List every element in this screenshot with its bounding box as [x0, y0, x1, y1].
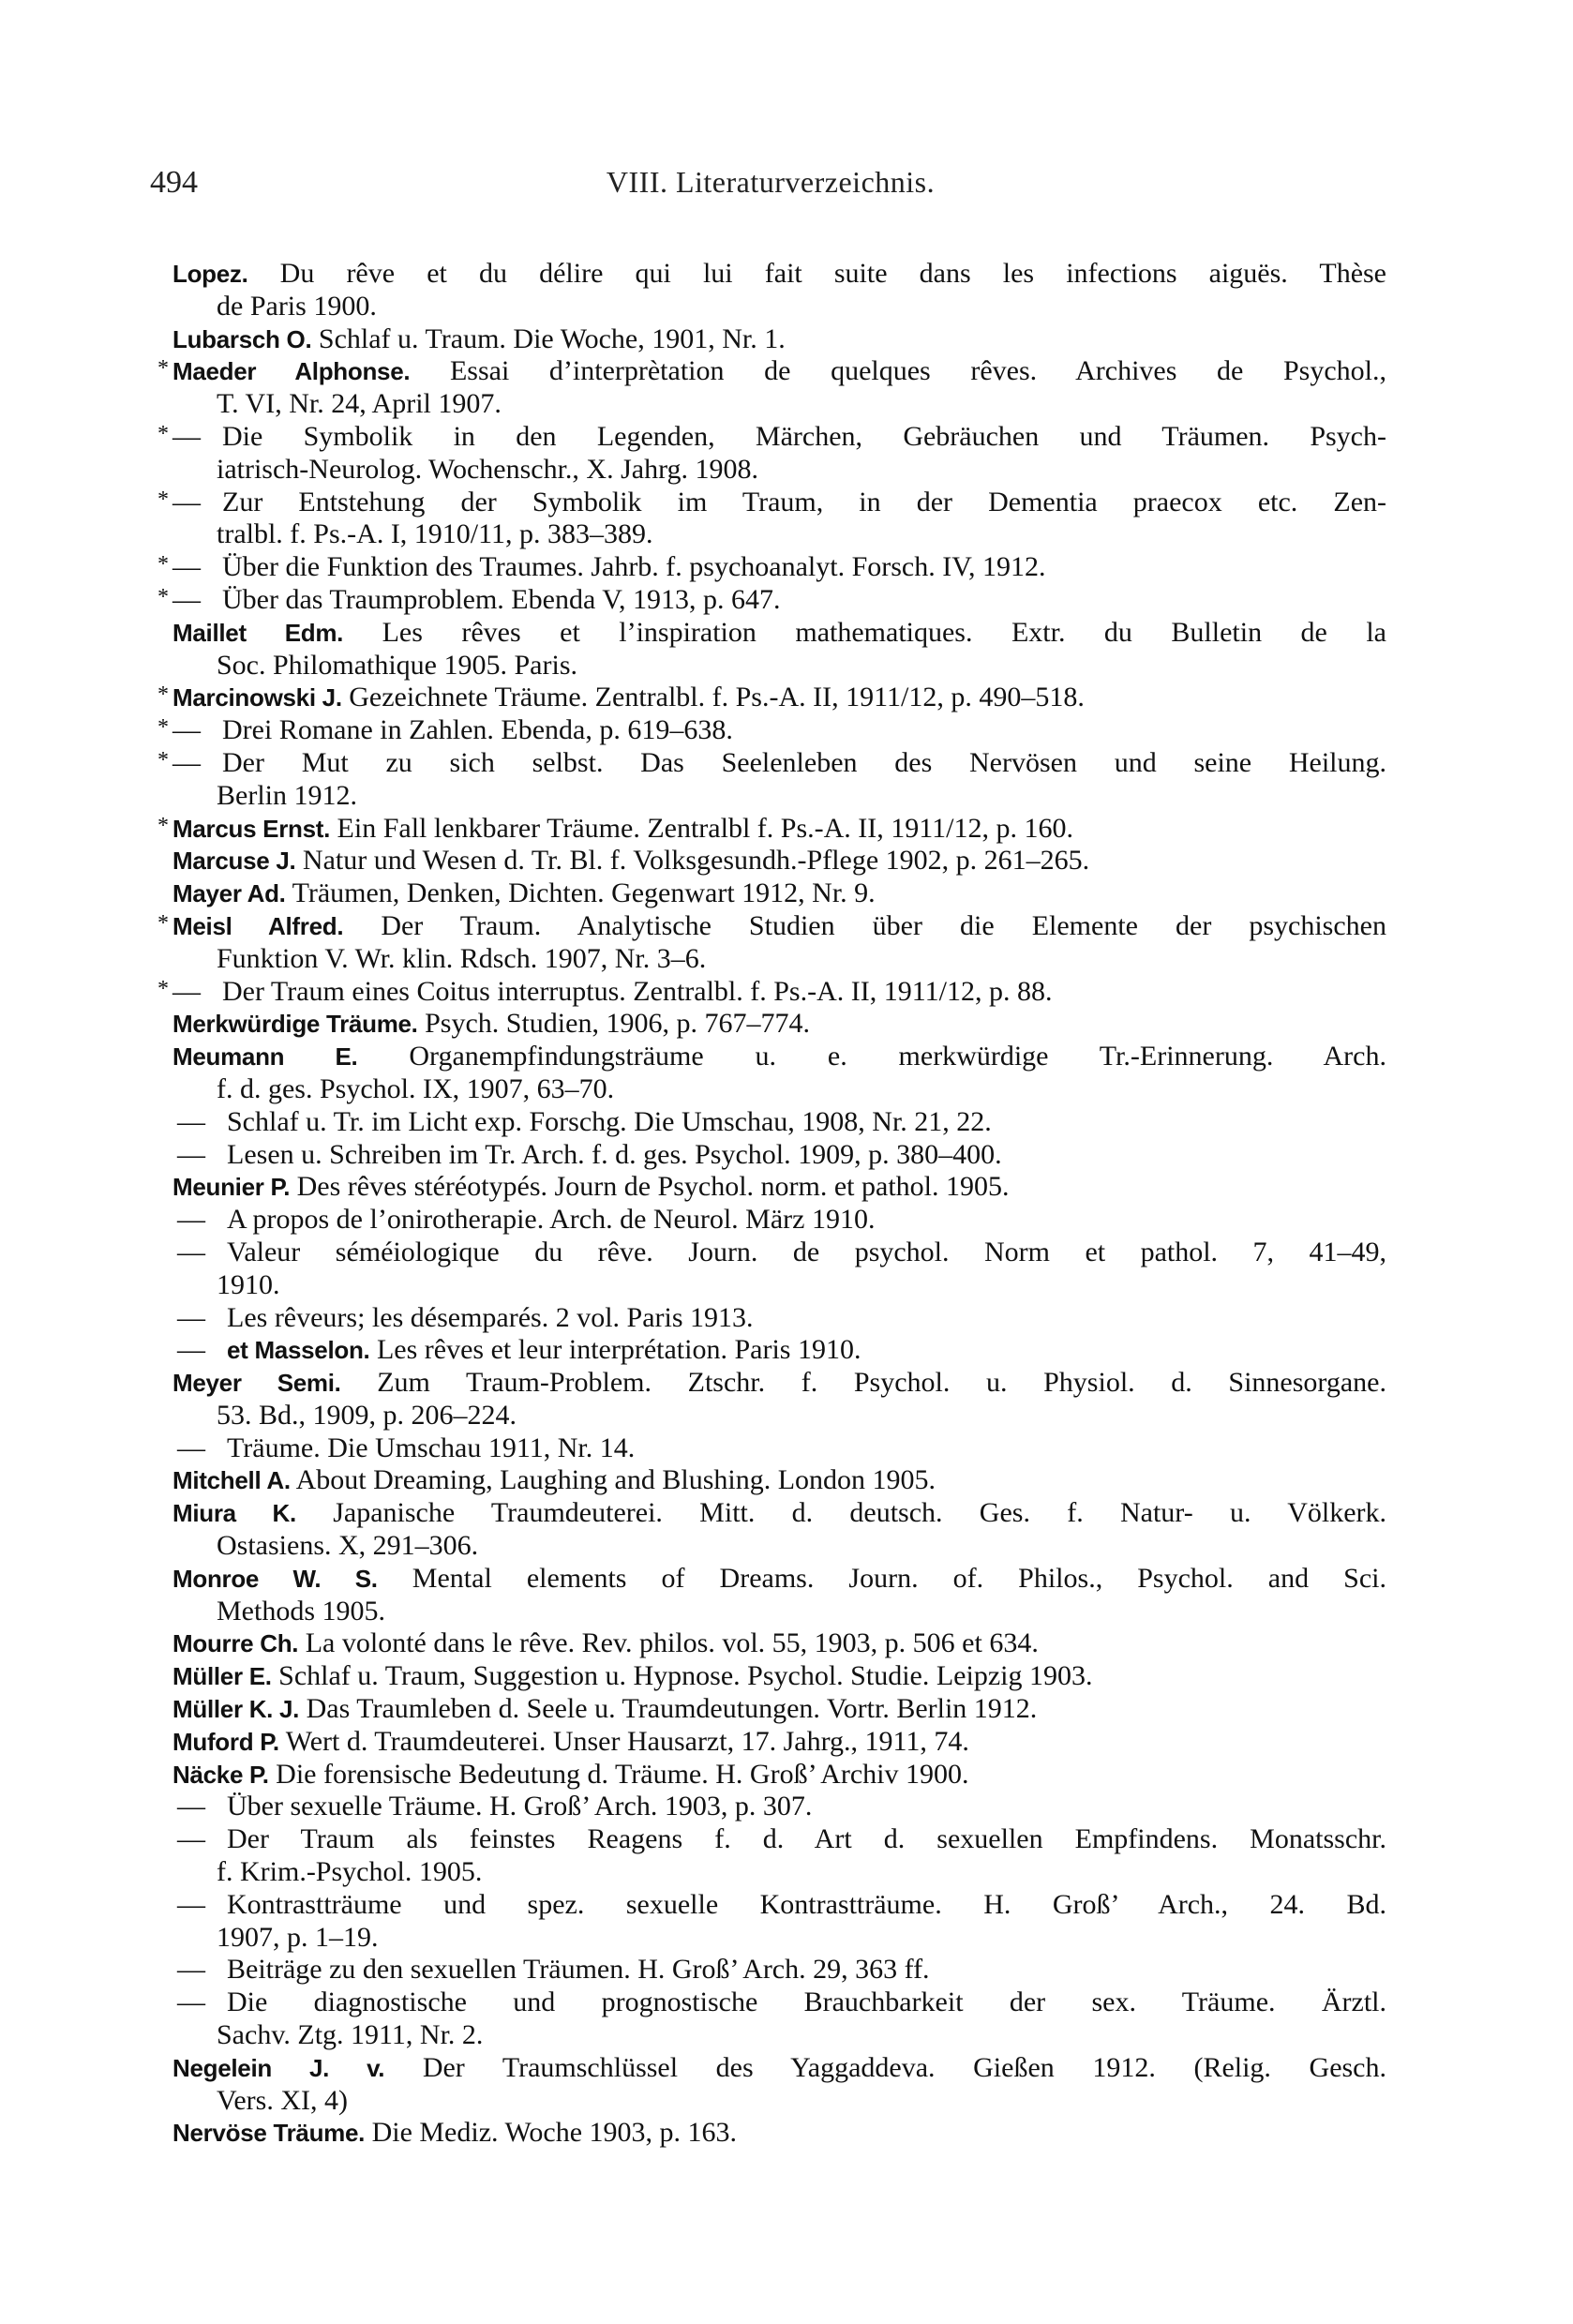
entry-citation: 53. Bd., 1909, p. 206–224. — [217, 1399, 517, 1431]
bibliography-entry — [172, 1987, 1386, 2019]
entry-text — [217, 1400, 1386, 1432]
entry-text — [172, 910, 1386, 943]
ditto-dash: — — [177, 1987, 205, 2018]
entry-text — [172, 813, 1386, 846]
entry-asterisk-marker: * — [157, 682, 169, 708]
entry-citation: La volonté dans le rêve. Rev. philos. vol. 55, 1903, p. 506 et 634. — [305, 1627, 1039, 1659]
entry-text — [172, 1464, 1386, 1497]
entry-continuation-line — [172, 2085, 1386, 2118]
bibliography-entry — [157, 975, 1386, 1009]
entry-text — [172, 1008, 1386, 1041]
bibliography-entry — [172, 1954, 1386, 1987]
entry-citation: tralbl. f. Ps.-A. I, 1910/11, p. 383–389. — [217, 518, 653, 550]
bibliography-entry — [157, 486, 1386, 519]
entry-citation: Schlaf u. Traum. Die Woche, 1901, Nr. 1. — [318, 322, 786, 354]
entry-citation: Beiträge zu den sexuellen Träumen. H. Groß’ Arch. 29, 363 ff. — [227, 1954, 930, 1986]
entry-continuation-line — [172, 1922, 1386, 1955]
bibliography-entry — [172, 1497, 1386, 1530]
bibliography-entry — [157, 909, 1386, 943]
bibliography-entry — [172, 1563, 1386, 1596]
entry-author: Miura K. — [172, 1499, 296, 1528]
entry-citation: Sachv. Ztg. 1911, Nr. 2. — [217, 2019, 484, 2051]
entry-text — [217, 2019, 1386, 2052]
bibliography-entry — [172, 2117, 1386, 2150]
entry-continuation-line — [172, 1530, 1386, 1563]
bibliography-entry — [172, 1889, 1386, 1922]
bibliography-entry — [172, 1791, 1386, 1823]
entry-text — [172, 1759, 1386, 1792]
entry-author: Maillet Edm. — [172, 618, 344, 647]
entry-text — [217, 1530, 1386, 1563]
bibliography-entry — [172, 1008, 1386, 1041]
bibliography-entry — [172, 1627, 1386, 1660]
entry-continuation-line — [172, 2019, 1386, 2052]
entry-citation: Les rêves et leur interprétation. Paris 1910. — [376, 1334, 861, 1366]
bibliography-entry — [172, 1171, 1386, 1204]
ditto-dash: — — [172, 420, 201, 452]
entry-citation: Das Traumleben d. Seele u. Traumdeutungen. Vortr. Berlin 1912. — [306, 1693, 1038, 1725]
entry-citation: About Dreaming, Laughing and Blushing. London 1905. — [295, 1464, 936, 1496]
entry-text — [227, 1204, 1386, 1237]
bibliography-entry — [157, 583, 1386, 617]
entry-text — [222, 976, 1386, 1009]
entry-citation: 1907, p. 1–19. — [217, 1921, 379, 1953]
entry-citation: Ostasiens. X, 291–306. — [217, 1530, 479, 1562]
entry-author: Maeder Alphonse. — [172, 357, 411, 386]
entry-text — [217, 1856, 1386, 1889]
bibliography-entry — [172, 1759, 1386, 1792]
bibliography-list — [157, 258, 1386, 2150]
entry-citation: Organempfindungsträume u. e. merkwürdige Tr.-Erinnerung. Arch. — [409, 1041, 1386, 1072]
bibliography-entry — [157, 714, 1386, 747]
bibliography-entry — [157, 682, 1386, 714]
entry-continuation-line — [172, 1856, 1386, 1889]
entry-text — [222, 584, 1386, 617]
entry-citation: Essai d’interprètation de quelques rêves. Archives de Psychol., — [449, 355, 1386, 387]
entry-text — [222, 551, 1386, 584]
bibliography-entry — [172, 323, 1386, 356]
entry-continuation-line — [172, 1073, 1386, 1106]
ditto-dash: — — [177, 1138, 205, 1170]
ditto-dash: — — [177, 1301, 205, 1333]
ditto-dash: — — [172, 551, 201, 583]
entry-citation: Du rêve et du délire qui lui fait suite dans les infections aiguës. Thèse — [279, 258, 1386, 289]
entry-author: Merkwürdige Träume. — [172, 1010, 418, 1039]
entry-author: Nervöse Träume. — [172, 2119, 366, 2148]
entry-citation: Der Traum eines Coitus interruptus. Zentralbl. f. Ps.-A. II, 1911/12, p. 88. — [222, 975, 1053, 1007]
entry-text — [227, 1106, 1386, 1139]
entry-text — [217, 454, 1386, 487]
entry-text — [172, 1367, 1386, 1400]
ditto-dash: — — [177, 1954, 205, 1986]
entry-citation: Soc. Philomathique 1905. Paris. — [217, 649, 577, 681]
entry-text — [217, 518, 1386, 551]
entry-text — [172, 1563, 1386, 1596]
bibliography-entry — [172, 1204, 1386, 1237]
entry-author: et Masselon. — [227, 1336, 370, 1365]
entry-continuation-line — [172, 650, 1386, 682]
entry-text — [172, 1693, 1386, 1726]
bibliography-entry — [157, 812, 1386, 846]
entry-asterisk-marker: * — [157, 715, 169, 741]
entry-continuation-line — [172, 1596, 1386, 1628]
entry-asterisk-marker: * — [157, 584, 169, 609]
entry-continuation-line — [172, 454, 1386, 487]
entry-text — [172, 682, 1386, 714]
bibliography-entry — [172, 1823, 1386, 1856]
bibliography-entry — [172, 1334, 1386, 1367]
bibliography-entry — [172, 258, 1386, 291]
entry-citation: Der Traum als feinstes Reagens f. d. Art d. sexuellen Empfindens. Monatsschr. — [227, 1823, 1386, 1855]
bibliography-entry — [172, 2052, 1386, 2085]
entry-text — [172, 845, 1386, 877]
entry-citation: Wert d. Traumdeuterei. Unser Hausarzt, 17. Jahrg., 1911, 74. — [285, 1725, 969, 1757]
ditto-dash: — — [177, 1432, 205, 1463]
entry-citation: Kontrastträume und spez. sexuelle Kontrastträume. H. Groß’ Arch., 24. Bd. — [227, 1888, 1386, 1920]
entry-text — [217, 780, 1386, 813]
entry-author: Meisl Alfred. — [172, 911, 344, 940]
entry-text — [217, 2085, 1386, 2118]
entry-asterisk-marker: * — [157, 813, 169, 838]
bibliography-entry — [172, 1237, 1386, 1269]
entry-asterisk-marker: * — [157, 552, 169, 577]
entry-continuation-line — [172, 291, 1386, 323]
entry-continuation-line — [172, 518, 1386, 551]
entry-citation: Funktion V. Wr. klin. Rdsch. 1907, Nr. 3–6. — [217, 942, 707, 974]
entry-asterisk-marker: * — [157, 910, 169, 936]
entry-citation: Die forensische Bedeutung d. Träume. H. Groß’ Archiv 1900. — [276, 1758, 969, 1790]
entry-text — [172, 2052, 1386, 2085]
entry-text — [217, 291, 1386, 323]
entry-text — [227, 1334, 1386, 1367]
entry-text — [172, 323, 1386, 356]
entry-text — [227, 1237, 1386, 1269]
entry-asterisk-marker: * — [157, 356, 169, 382]
entry-text — [227, 1889, 1386, 1922]
entry-text — [227, 1987, 1386, 2019]
entry-citation: Die Mediz. Woche 1903, p. 163. — [371, 2117, 738, 2149]
ditto-dash: — — [177, 1823, 205, 1855]
entry-asterisk-marker: * — [157, 976, 169, 1001]
bibliography-entry — [172, 1302, 1386, 1335]
entry-citation: Die Symbolik in den Legenden, Märchen, Gebräuchen und Träumen. Psych- — [222, 420, 1386, 452]
entry-author: Marcus Ernst. — [172, 814, 331, 843]
entry-text — [222, 747, 1386, 780]
entry-citation: Mental elements of Dreams. Journ. of. Philos., Psychol. and Sci. — [412, 1562, 1386, 1594]
entry-text — [172, 617, 1386, 650]
ditto-dash: — — [172, 975, 201, 1007]
entry-author: Marcinowski J. — [172, 683, 342, 712]
entry-text — [172, 1171, 1386, 1204]
ditto-dash: — — [172, 486, 201, 517]
entry-citation: Träume. Die Umschau 1911, Nr. 14. — [227, 1432, 636, 1463]
entry-text — [227, 1139, 1386, 1172]
entry-author: Negelein J. v. — [172, 2053, 385, 2082]
page-number: 494 — [150, 165, 198, 200]
bibliography-entry — [172, 1367, 1386, 1400]
entry-text — [172, 1497, 1386, 1530]
entry-author: Marcuse J. — [172, 847, 296, 876]
entry-asterisk-marker: * — [157, 487, 169, 512]
entry-citation: Methods 1905. — [217, 1595, 385, 1627]
bibliography-entry — [157, 551, 1386, 584]
entry-citation: Schlaf u. Traum, Suggestion u. Hypnose. Psychol. Studie. Leipzig 1903. — [278, 1660, 1093, 1692]
ditto-dash: — — [172, 746, 201, 778]
entry-asterisk-marker: * — [157, 421, 169, 446]
entry-citation: Zum Traum-Problem. Ztschr. f. Psychol. u. Physiol. d. Sinnesorgane. — [377, 1367, 1386, 1399]
bibliography-entry — [172, 1432, 1386, 1465]
entry-text — [217, 1269, 1386, 1302]
bibliography-entry — [172, 1693, 1386, 1726]
entry-citation: Vers. XI, 4) — [217, 2084, 348, 2116]
entry-continuation-line — [172, 780, 1386, 813]
bibliography-entry — [157, 420, 1386, 454]
entry-citation: Die diagnostische und prognostische Brauchbarkeit der sex. Träume. Ärztl. — [227, 1987, 1386, 2018]
entry-citation: Japanische Traumdeuterei. Mitt. d. deutsch. Ges. f. Natur- u. Völkerk. — [333, 1497, 1386, 1529]
entry-citation: Les rêveurs; les désemparés. 2 vol. Paris 1913. — [227, 1301, 754, 1333]
entry-citation: Über die Funktion des Traumes. Jahrb. f. psychoanalyt. Forsch. IV, 1912. — [222, 551, 1046, 583]
running-title: VIII. Literaturverzeichnis. — [606, 165, 936, 199]
entry-citation: Gezeichnete Träume. Zentralbl. f. Ps.-A. II, 1911/12, p. 490–518. — [349, 682, 1085, 713]
entry-citation: Des rêves stéréotypés. Journ de Psychol. norm. et pathol. 1905. — [296, 1171, 1010, 1203]
ditto-dash: — — [177, 1105, 205, 1137]
entry-author: Meunier P. — [172, 1173, 291, 1202]
entry-citation: iatrisch-Neurolog. Wochenschr., X. Jahrg. 1908. — [217, 453, 759, 485]
bibliography-entry — [157, 355, 1386, 388]
entry-text — [227, 1823, 1386, 1856]
entry-text — [227, 1302, 1386, 1335]
entry-text — [172, 1660, 1386, 1693]
entry-text — [172, 2117, 1386, 2150]
entry-citation: Drei Romane in Zahlen. Ebenda, p. 619–638. — [222, 714, 733, 746]
ditto-dash: — — [177, 1791, 205, 1822]
bibliography-entry — [172, 1660, 1386, 1693]
ditto-dash: — — [172, 583, 201, 615]
entry-author: Meyer Semi. — [172, 1369, 341, 1398]
entry-text — [227, 1954, 1386, 1987]
entry-citation: Schlaf u. Tr. im Licht exp. Forschg. Die Umschau, 1908, Nr. 21, 22. — [227, 1105, 992, 1137]
entry-text — [217, 388, 1386, 421]
entry-citation: A propos de l’onirotherapie. Arch. de Neurol. März 1910. — [227, 1204, 876, 1236]
entry-author: Näcke P. — [172, 1760, 269, 1789]
entry-citation: Über sexuelle Träume. H. Groß’ Arch. 1903, p. 307. — [227, 1791, 813, 1822]
entry-text — [222, 421, 1386, 454]
entry-text — [227, 1791, 1386, 1823]
entry-text — [222, 714, 1386, 747]
entry-citation: Zur Entstehung der Symbolik im Traum, in der Dementia praecox etc. Zen- — [222, 486, 1386, 517]
bibliography-entry — [172, 1106, 1386, 1139]
bibliography-entry — [172, 1464, 1386, 1497]
entry-continuation-line — [172, 388, 1386, 421]
entry-text — [217, 1596, 1386, 1628]
entry-text — [217, 1073, 1386, 1106]
entry-continuation-line — [172, 943, 1386, 976]
entry-text — [227, 1432, 1386, 1465]
ditto-dash: — — [177, 1334, 205, 1366]
entry-author: Lopez. — [172, 260, 248, 288]
entry-citation: Berlin 1912. — [217, 779, 357, 811]
ditto-dash: — — [177, 1888, 205, 1920]
bibliography-entry — [157, 746, 1386, 780]
entry-text — [217, 943, 1386, 976]
entry-citation: Über das Traumproblem. Ebenda V, 1913, p. 647. — [222, 583, 781, 615]
bibliography-entry — [172, 845, 1386, 877]
entry-citation: f. Krim.-Psychol. 1905. — [217, 1856, 483, 1888]
bibliography-entry — [172, 1726, 1386, 1759]
entry-author: Mourre Ch. — [172, 1629, 299, 1658]
entry-author: Mitchell A. — [172, 1466, 291, 1495]
entry-text — [217, 650, 1386, 682]
entry-citation: Ein Fall lenkbarer Träume. Zentralbl f. Ps.-A. II, 1911/12, p. 160. — [337, 812, 1073, 844]
entry-citation: T. VI, Nr. 24, April 1907. — [217, 388, 502, 420]
entry-author: Lubarsch O. — [172, 324, 312, 353]
entry-asterisk-marker: * — [157, 747, 169, 772]
entry-citation: Der Traum. Analytische Studien über die Elemente der psychischen — [381, 909, 1386, 941]
entry-continuation-line — [172, 1269, 1386, 1302]
entry-author: Meumann E. — [172, 1042, 358, 1072]
entry-author: Muford P. — [172, 1727, 279, 1756]
ditto-dash: — — [177, 1236, 205, 1267]
bibliography-entry — [172, 1041, 1386, 1073]
entry-citation: f. d. ges. Psychol. IX, 1907, 63–70. — [217, 1072, 615, 1104]
entry-text — [217, 1922, 1386, 1955]
ditto-dash: — — [172, 714, 201, 746]
entry-author: Mayer Ad. — [172, 879, 286, 908]
entry-citation: Träumen, Denken, Dichten. Gegenwart 1912, Nr. 9. — [292, 877, 876, 909]
entry-citation: 1910. — [217, 1268, 280, 1300]
entry-citation: Der Traumschlüssel des Yaggaddeva. Gießen 1912. (Relig. Gesch. — [422, 2051, 1386, 2083]
entry-citation: Valeur séméiologique du rêve. Journ. de psychol. Norm et pathol. 7, 41–49, — [227, 1236, 1386, 1267]
entry-text — [172, 1726, 1386, 1759]
entry-citation: Lesen u. Schreiben im Tr. Arch. f. d. ges. Psychol. 1909, p. 380–400. — [227, 1138, 1002, 1170]
entry-text — [172, 355, 1386, 388]
entry-text — [172, 877, 1386, 910]
bibliography-entry — [172, 1139, 1386, 1172]
entry-citation: Les rêves et l’inspiration mathematiques. Extr. du Bulletin de la — [382, 616, 1386, 648]
entry-continuation-line — [172, 1400, 1386, 1432]
entry-text — [172, 258, 1386, 291]
entry-citation: Der Mut zu sich selbst. Das Seelenleben des Nervösen und seine Heilung. — [222, 746, 1386, 778]
entry-citation: Psych. Studien, 1906, p. 767–774. — [425, 1008, 810, 1040]
entry-text — [172, 1627, 1386, 1660]
entry-text — [222, 487, 1386, 519]
entry-citation: de Paris 1900. — [217, 290, 377, 322]
entry-author: Monroe W. S. — [172, 1564, 378, 1593]
bibliography-entry — [172, 877, 1386, 910]
entry-text — [172, 1041, 1386, 1073]
ditto-dash: — — [177, 1204, 205, 1236]
entry-author: Müller K. J. — [172, 1695, 300, 1724]
bibliography-entry — [172, 617, 1386, 650]
entry-citation: Natur und Wesen d. Tr. Bl. f. Volksgesundh.-Pflege 1902, p. 261–265. — [302, 845, 1090, 877]
entry-author: Müller E. — [172, 1662, 272, 1691]
